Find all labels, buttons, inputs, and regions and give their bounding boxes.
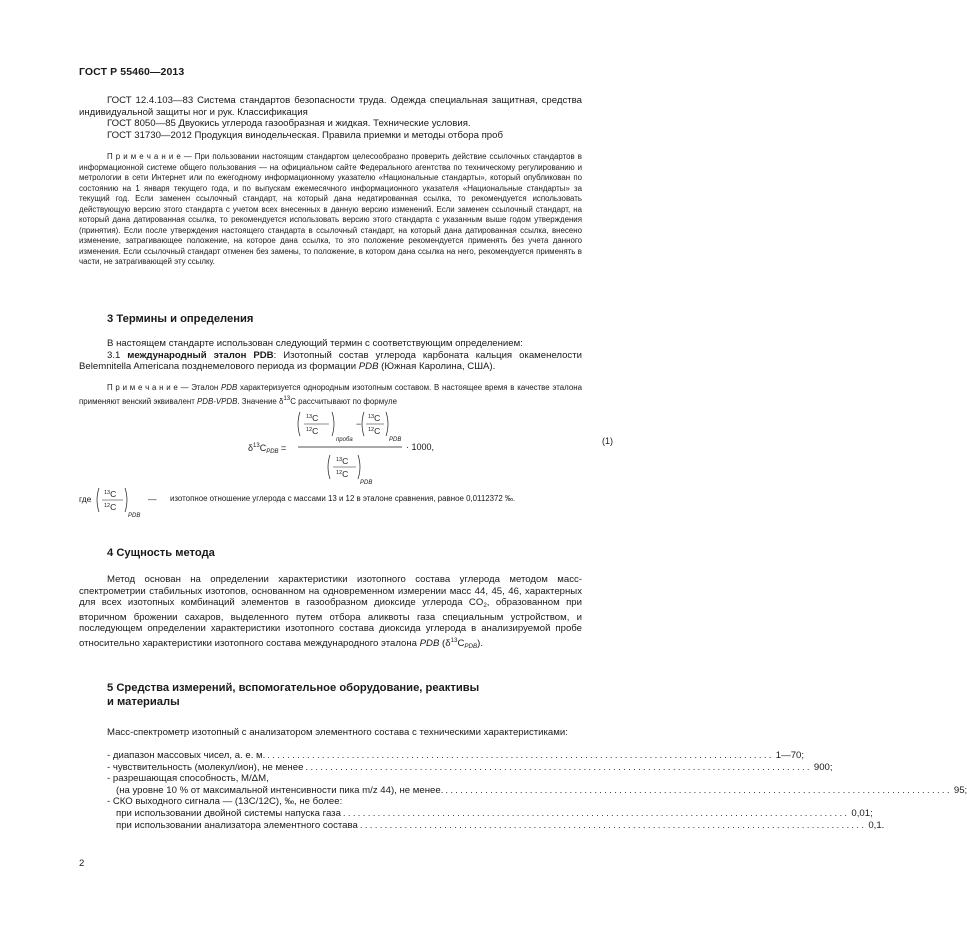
section-5-intro: Масс-спектрометр изотопный с анализатором элементного состава с техническими характеристиками: [107,727,568,738]
section-4-title: 4 Сущность метода [107,547,215,559]
reference-item: ГОСТ 31730—2012 Продукция винодельческая. Правила приемки и методы отбора проб [107,129,503,141]
where-text: изотопное отношение углерода с массами 13 и 12 в эталоне сравнения, равное 0,0112372 ‰. [170,494,516,503]
svg-text:PDB: PDB [360,480,373,486]
svg-text:12C: $^{12}$C [104,502,117,512]
where-lead: где [79,494,92,504]
svg-text:13C: $^{13}$C [104,489,117,499]
term-note: П р и м е ч а н и е — Эталон PDB характеризуется однородным изотопным составом. В настоящее время в качестве эталона применяют венский эквивалент PDB-VPDB. Значение $\delta^{13}C$ рассчитывают по формуле [79,383,582,406]
section-4 [79,547,582,561]
where-dash: — [148,494,157,504]
minus-sign: − [356,419,362,429]
term-name: международный эталон PDB [127,349,274,361]
ratio-13c: $^{13}$C [306,413,319,423]
spec-item: - диапазон массовых чисел, а. е. м. ...................................................................................................... 1—70; [107,750,805,761]
svg-text:12C: $^{12}$C [368,426,381,436]
section-5 [79,682,582,709]
svg-text:13C: $^{13}$C [368,413,381,423]
svg-text:13C: $^{13}$C [336,456,349,466]
spec-item: при использовании анализатора элементного состава ...................................................................................................... 0,1. [116,819,885,831]
spec-item: при использовании двойной системы напуска газа ...................................................................................................... 0,01; [116,807,873,819]
section-4-text: Метод основан на определении характеристики изотопного состава углерода методом масс-спектрометрии стабильных изотопов, основанном на одновременном измерении масс 44, 45, 46, характерных для всех изотопных комбинаций элементов в газообразном диоксиде углерода $CO_2$, образованном при вторичном брожении сахаров, выделенного путем отбора аликвоты газа специальным устройством, и последующем определении характеристики изотопного состава диоксида углерода в анализируемой пробе относительно характеристики изотопного состава международного эталона PDB $(\delta^{13}C_{PDB})$. [79,574,582,650]
section-3-title: 3 Термины и определения [107,313,254,325]
section-5-title-line2: и материалы [107,695,180,708]
sub-proba: проба [336,437,353,443]
section-4-body [79,574,582,653]
ratio-12c: $^{12}$C [306,426,319,436]
spec-list [107,750,967,831]
spec-item: - чувствительность (молекул/ион), не менее ...................................................................................................... 900; [107,761,833,773]
section-5-body [79,727,582,739]
term-number: 3.1 [107,349,121,361]
note-label: П р и м е ч а н и е [107,152,181,161]
svg-text:PDB: PDB [128,513,141,519]
reference-item: ГОСТ 12.4.103—83 Система стандартов безопасности труда. Одежда специальная защитная, средства индивидуальной защиты ног и рук. Классификация [79,95,582,118]
term-definition: 3.1 международный эталон PDB: Изотопный состав углерода карбоната кальция окаменелости Belemnitella Americana позднемелового периода из формации PDB (Южная Каролина, США). [79,349,582,373]
spec-item: - разрешающая способность, M/ΔM, [107,773,269,785]
formula-lhs: $\delta^{13}C_{PDB}$ = [248,443,287,455]
reference-item: ГОСТ 8050—85 Двуокись углерода газообразная и жидкая. Технические условия. [107,118,471,130]
section-3-intro: В настоящем стандарте использован следующий термин с соответствующим определением: [107,338,523,349]
document-header: ГОСТ Р 55460—2013 [79,66,185,78]
equation-number: (1) [602,436,613,446]
spec-item: - СКО выходного сигнала — (13C/12C), ‰, не более: [107,796,343,808]
svg-text:12C: $^{12}$C [336,469,349,479]
sub-pdb: PDB [389,437,402,443]
section-5-title-line1: 5 Средства измерений, вспомогательное оборудование, реактивы [107,682,480,694]
page-number: 2 [79,858,85,869]
formula-tail: · 1000, [406,442,435,452]
spec-item: (на уровне 10 % от максимальной интенсивности пика m/z 44), не менее. ...................................................................................................... 95; [116,784,967,796]
note-text: — При пользовании настоящим стандартом целесообразно проверить действие ссылочных стандартов в информационной системе общего пользования — на официальном сайте Федерального агентства по техническому регулированию и метрологии в сети Интернет или по ежегодному информационному указателю «Национальные стандарты», который опубликован по состоянию на 1 января текущего года, и по выпускам ежемесячного информационного указателя «Национальные стандарты» за текущий год. Если заменен ссылочный стандарт, на который дана недатированная ссылка, то рекомендуется использовать действующую версию этого стандарта с учетом всех внесенных в данную версию изменений. Если заменен ссылочный стандарт, на который дана датированная ссылка, то рекомендуется использовать версию этого стандарта с указанным выше годом утверждения (принятия). Если после утверждения настоящего стандарта в ссылочный стандарт, на который дана датированная ссылка, внесено изменение, затрагивающее положение, на которое дана ссылка, то это положение рекомендуется применять без учета данного изменения. Если ссылочный стандарт отменен без замены, то положение, в котором дана ссылка на него, рекомендуется применять в части, не затрагивающей эту ссылку. [79,152,582,266]
